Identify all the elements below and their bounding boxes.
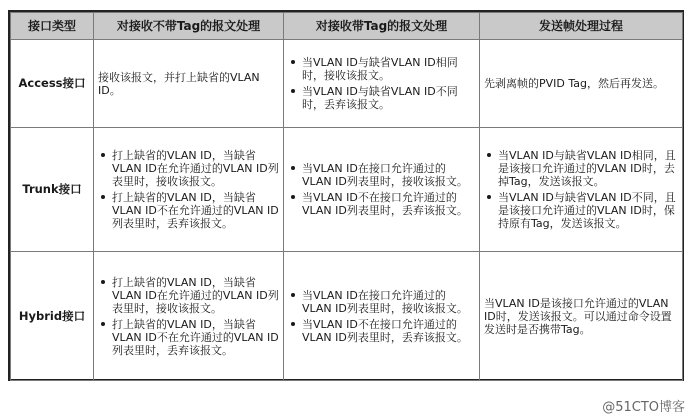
- header-send: 发送帧处理过程: [480, 13, 683, 40]
- header-tagged: 对接收带Tag的报文处理: [284, 13, 480, 40]
- header-untagged: 对接收不带Tag的报文处理: [94, 13, 284, 40]
- cell-text: 当VLAN ID是该接口允许通过的VLAN ID时，发送该报文。可以通过命令设置发送时是否携带Tag。: [484, 296, 672, 336]
- bullet-list: [98, 276, 279, 357]
- tagged-cell: [284, 40, 480, 128]
- untagged-cell: [94, 252, 284, 381]
- watermark: @51CTO博客: [602, 400, 685, 415]
- list-item: 当VLAN ID与缺省VLAN ID相同，且是该接口允许通过的VLAN ID时，去掉Tag，发送该报文。: [498, 149, 678, 188]
- bullet-list: [98, 149, 279, 230]
- list-item: 当VLAN ID不在接口允许通过的VLAN ID列表里时，丢弃该报文。: [302, 191, 475, 217]
- untagged-cell: [94, 128, 284, 252]
- list-item: 当VLAN ID在接口允许通过的VLAN ID列表里时，接收该报文。: [302, 289, 475, 315]
- list-item: 当VLAN ID与缺省VLAN ID相同时，接收该报文。: [302, 56, 475, 82]
- bullet-list: [288, 56, 475, 111]
- list-item: 打上缺省的VLAN ID，当缺省VLAN ID不在允许通过的VLAN ID列表里时，丢弃该报文。: [112, 317, 279, 357]
- port-type-cell: Hybrid接口: [11, 252, 94, 381]
- port-type-cell: Access接口: [11, 40, 94, 128]
- send-cell: [480, 252, 683, 381]
- vlan-port-table: [10, 12, 683, 381]
- bullet-list: [288, 289, 475, 344]
- cell-text: 先剥离帧的PVID Tag，然后再发送。: [484, 77, 664, 90]
- tagged-cell: [284, 252, 480, 381]
- bullet-list: [484, 149, 678, 230]
- port-type-cell: Trunk接口: [11, 128, 94, 252]
- tagged-cell: [284, 128, 480, 252]
- table-header-row: [11, 13, 683, 40]
- header-port-type: 接口类型: [11, 13, 94, 40]
- list-item: 当VLAN ID在接口允许通过的VLAN ID列表里时，接收该报文。: [302, 162, 475, 188]
- table-row-access: [11, 40, 683, 128]
- cell-text: 接收该报文，并打上缺省的VLAN ID。: [98, 70, 260, 97]
- table-row-trunk: [11, 128, 683, 252]
- list-item: 打上缺省的VLAN ID，当缺省VLAN ID在允许通过的VLAN ID列表里时，接收该报文。: [112, 149, 279, 188]
- list-item: 打上缺省的VLAN ID，当缺省VLAN ID不在允许通过的VLAN ID列表里时，丢弃该报文。: [112, 191, 279, 230]
- list-item: 当VLAN ID与缺省VLAN ID不同，且是该接口允许通过的VLAN ID时，保持原有Tag，发送该报文。: [498, 191, 678, 230]
- send-cell: [480, 128, 683, 252]
- vlan-port-table-frame: [8, 10, 684, 381]
- table-row-hybrid: [11, 252, 683, 381]
- bullet-list: [288, 162, 475, 217]
- untagged-cell: [94, 40, 284, 128]
- list-item: 打上缺省的VLAN ID，当缺省VLAN ID在允许通过的VLAN ID列表里时，接收该报文。: [112, 275, 279, 315]
- list-item: 当VLAN ID不在接口允许通过的VLAN ID列表里时，丢弃该报文。: [302, 318, 475, 344]
- send-cell: [480, 40, 683, 128]
- list-item: 当VLAN ID与缺省VLAN ID不同时，丢弃该报文。: [302, 85, 475, 111]
